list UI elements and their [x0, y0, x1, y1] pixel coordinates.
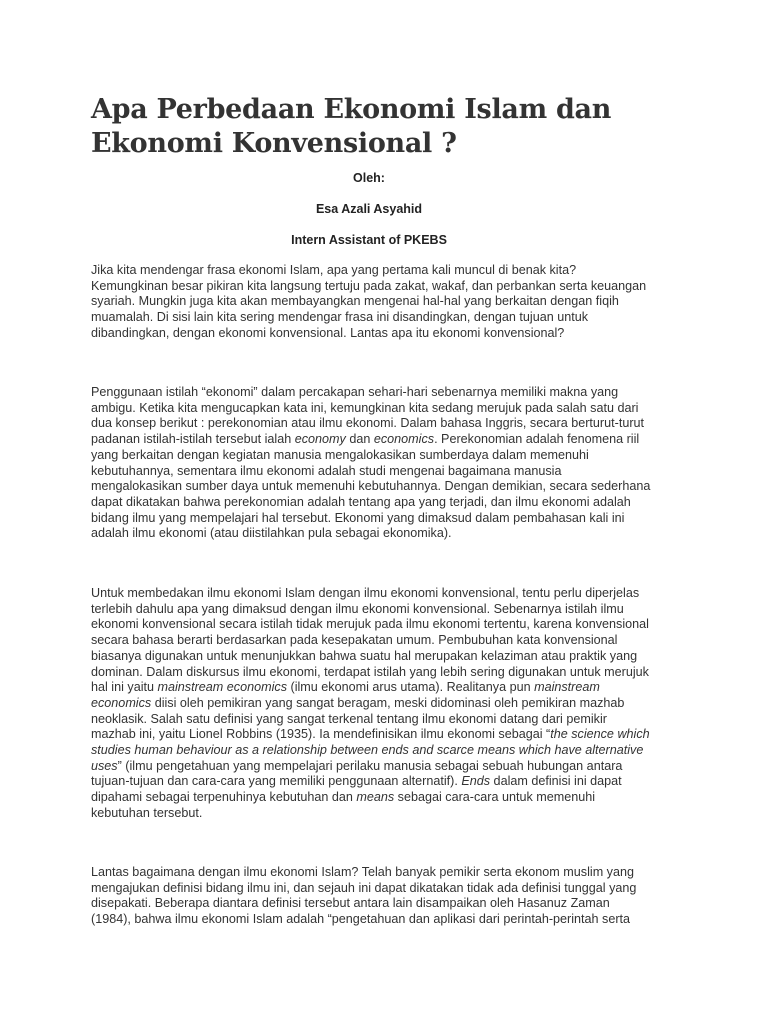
paragraph-line [91, 759, 681, 775]
paragraph-line: (1984), bahwa ilmu ekonomi Islam adalah “pengetahuan dan aplikasi dari perintah-perintah serta [91, 912, 631, 927]
italic-term: economics [91, 695, 152, 710]
italic-quote: uses [91, 758, 118, 773]
text-run: dipahami sebagai terpenuhinya kebutuhan dan [91, 790, 357, 805]
paragraph-line: muamalah. Di sisi lain kita sering mendengar frasa ini disandingkan, dengan tujuan untuk [91, 310, 589, 325]
paragraph-line [91, 680, 681, 696]
italic-term: mainstream economics [157, 680, 287, 695]
paragraph-line: bidang ilmu yang mempelajari hal tersebut. Ekonomi yang dimaksud dalam pembahasan kali ini [91, 510, 625, 525]
paragraph-line: ekonomi konvensional secara istilah tidak merujuk pada ilmu ekonomi tertentu, karena konvensional [91, 617, 649, 632]
paragraph-line: mengajukan definisi bidang ilmu ini, dan sejauh ini dapat dikatakan tidak ada definisi tunggal yang [91, 880, 637, 895]
paragraph-line: Jika kita mendengar frasa ekonomi Islam, apa yang pertama kali muncul di benak kita? [91, 263, 577, 277]
paragraph-line: yang berkaitan dengan kegiatan manusia mengalokasikan sumberdaya dalam memenuhi [91, 447, 589, 462]
paragraph-line: kebutuhan tersebut. [91, 805, 203, 820]
paragraph-line: Kemungkinan besar pikiran kita langsung tertuju pada zakat, wakaf, dan perbankan serta keuangan [91, 278, 647, 293]
paragraph-line: dua konsep berikut : perekonomian atau ilmu ekonomi. Dalam bahasa Inggris, secara berturut-turut [91, 416, 645, 431]
paragraph-line: Lantas bagaimana dengan ilmu ekonomi Islam? Telah banyak pemikir serta ekonom muslim yang [91, 865, 634, 879]
text-run: dan [345, 432, 374, 447]
paragraph-line [91, 743, 681, 759]
text-run: mazhab ini, yaitu Lionel Robbins (1935). Ia mendefinisikan ilmu ekonomi sebagai “ [91, 727, 551, 742]
paragraph-line: Untuk membedakan ilmu ekonomi Islam dengan ilmu ekonomi konvensional, tentu perlu diperjelas [91, 586, 640, 600]
text-run: (ilmu ekonomi arus utama). Realitanya pun [287, 680, 535, 695]
paragraph-line [91, 790, 681, 806]
paragraph-line [91, 432, 681, 448]
italic-quote: studies human behaviour as a relationship between ends and scarce means which have alternative [91, 743, 644, 758]
paragraph-line: adalah ilmu ekonomi (atau diistilahkan pula sebagai ekonomika). [91, 526, 452, 541]
author-name: Esa Azali Asyahid [315, 202, 423, 216]
paragraph-line: dominan. Dalam diskursus ilmu ekonomi, terdapat istilah yang lebih sering digunakan untuk merujuk [91, 664, 649, 679]
paragraph-line: kebutuhannya, sementara ilmu ekonomi adalah studi mengenai bagaimana manusia [91, 463, 562, 478]
paragraph-line: dibandingkan, dengan ekonomi konvensional. Lantas apa itu ekonomi konvensional? [91, 325, 565, 340]
title-line-1: Apa Perbedaan Ekonomi Islam dan [91, 94, 612, 125]
text-run: ” (ilmu pengetahuan yang mempelajari perilaku manusia sebagai sebuah hubungan antara [117, 758, 623, 773]
byline-prefix: Oleh: [353, 171, 385, 185]
text-run: tujuan-tujuan dan cara-cara yang memiliki penggunaan alternatif). [91, 774, 462, 789]
paragraph-1 [91, 263, 681, 342]
text-run: diisi oleh pemikiran yang sangat beragam, meski didominasi oleh pemikiran mazhab [151, 695, 625, 710]
paragraph-line: syariah. Mungkin juga kita akan membayangkan mengenai hal-hal yang berkaitan dengan fiqih [91, 294, 619, 309]
paragraph-line: ambigu. Ketika kita mengucapkan kata ini, kemungkinan kita sedang merujuk pada salah satu dari [91, 400, 639, 415]
italic-term: economics [373, 432, 435, 447]
title-line-2: Ekonomi Konvensional ? [91, 128, 457, 159]
paragraph-4 [91, 865, 681, 928]
italic-term: means [356, 790, 395, 805]
paragraph-line: Penggunaan istilah “ekonomi” dalam percakapan sehari-hari sebenarnya memiliki makna yang [91, 385, 619, 399]
text-run: dalam definisi ini dapat [490, 774, 622, 789]
paragraph-2 [91, 385, 681, 542]
text-run: . Perekonomian adalah fenomena riil [434, 432, 640, 447]
paragraph-line: neoklasik. Salah satu definisi yang sangat terkenal tentang ilmu ekonomi datang dari pemikir [91, 711, 607, 726]
paragraph-line: secara bahasa berarti berdasarkan pada kesepakatan umum. Pembubuhan kata konvensional [91, 633, 618, 648]
italic-term: economy [294, 432, 346, 447]
paragraph-line: terlebih dahulu apa yang dimaksud dengan ilmu ekonomi konvensional. Sebenarnya istilah ilmu [91, 601, 624, 616]
paragraph-line [91, 774, 681, 790]
paragraph-line [91, 727, 681, 743]
paragraph-line: disepakati. Beberapa diantara definisi tersebut antara lain disampaikan oleh Hasanuz Zaman [91, 896, 610, 911]
paragraph-line: biasanya digunakan untuk menunjukkan bahwa suatu hal merupakan kelaziman atau praktik yang [91, 648, 638, 663]
text-run: hal ini yaitu [91, 680, 158, 695]
italic-term: mainstream [534, 680, 600, 695]
author-affiliation: Intern Assistant of PKEBS [291, 233, 447, 247]
paragraph-3 [91, 586, 681, 822]
text-run: sebagai cara-cara untuk memenuhi [394, 790, 596, 805]
article-title [91, 93, 691, 161]
paragraph-line [91, 696, 681, 712]
italic-term: Ends [461, 774, 491, 789]
paragraph-line: dapat dikatakan bahwa perekonomian adalah tentang apa yang terjadi, dan ilmu ekonomi adalah [91, 494, 631, 509]
text-run: padanan istilah-istilah tersebut ialah [91, 432, 295, 447]
italic-quote: the science which [550, 727, 650, 742]
paragraph-line: mengalokasikan sumber daya untuk memenuhi kebutuhannya. Dengan demikian, secara sederhana [91, 479, 651, 494]
